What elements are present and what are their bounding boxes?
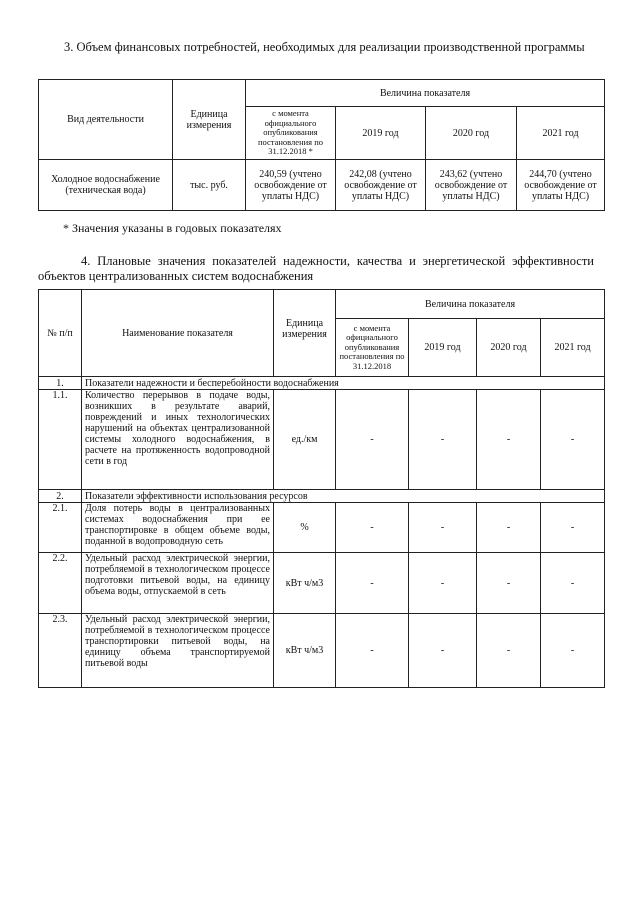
row-2019: - <box>409 503 477 553</box>
row-2021: - <box>541 390 605 490</box>
row-base: - <box>336 390 409 490</box>
col-base-header: с момента официального опубликования постановления по 31.12.2018 * <box>246 107 336 160</box>
col-num-header: № п/п <box>39 290 82 377</box>
row-name: Удельный расход электрической энергии, потребляемой в технологическом процессе подготовки питьевой воды, на единицу объема воды, отпускаемой в сеть <box>82 553 274 614</box>
row-unit: ед./км <box>274 390 336 490</box>
row-2020: - <box>477 553 541 614</box>
row-2020: - <box>477 390 541 490</box>
table-row <box>39 503 605 553</box>
row-base: 240,59 (учтено освобождение от уплаты НДС) <box>246 160 336 211</box>
group-title: Показатели надежности и бесперебойности водоснабжения <box>82 377 605 390</box>
row-num: 2.3. <box>39 614 82 688</box>
section-4-heading: 4. Плановые значения показателей надежности, качества и энергетической эффективности объектов централизованных систем водоснабжения <box>38 254 594 283</box>
col-group-header: Величина показателя <box>246 80 605 107</box>
col-activity-header: Вид деятельности <box>39 80 173 160</box>
row-name: Удельный расход электрической энергии, потребляемой в технологическом процессе транспортировки питьевой воды, на единицу объема транспортируемой питьевой воды <box>82 614 274 688</box>
row-2019: - <box>409 390 477 490</box>
row-2019: - <box>409 614 477 688</box>
row-2020: 243,62 (учтено освобождение от уплаты НДС) <box>426 160 517 211</box>
section-3-heading: 3. Объем финансовых потребностей, необходимых для реализации производственной программы <box>64 40 585 54</box>
table-row <box>39 614 605 688</box>
group-row <box>39 377 605 390</box>
table-row <box>39 160 605 211</box>
col-unit-header: Единица измерения <box>173 80 246 160</box>
col-2020-header: 2020 год <box>426 107 517 160</box>
col-2020-header: 2020 год <box>477 319 541 377</box>
row-name: Количество перерывов в подаче воды, возникших в результате аварий, повреждений и иных технологических нарушений на объектах централизованной системы холодного водоснабжения, в расчете на протяженность водопроводной сети в год <box>82 390 274 490</box>
col-2019-header: 2019 год <box>409 319 477 377</box>
row-unit: кВт ч/м3 <box>274 553 336 614</box>
col-base-header: с момента официального опубликования постановления по 31.12.2018 <box>336 319 409 377</box>
group-title: Показатели эффективности использования ресурсов <box>82 490 605 503</box>
group-row <box>39 490 605 503</box>
col-2021-header: 2021 год <box>517 107 605 160</box>
footnote: * Значения указаны в годовых показателях <box>63 221 282 235</box>
col-2019-header: 2019 год <box>336 107 426 160</box>
table-row <box>39 390 605 490</box>
row-num: 2.1. <box>39 503 82 553</box>
row-base: - <box>336 553 409 614</box>
row-name: Доля потерь воды в централизованных системах водоснабжения при ее транспортировке в общем объеме воды, поданной в водопроводную сеть <box>82 503 274 553</box>
col-2021-header: 2021 год <box>541 319 605 377</box>
row-num: 2.2. <box>39 553 82 614</box>
col-unit-header: Единица измерения <box>274 290 336 377</box>
row-unit: тыс. руб. <box>173 160 246 211</box>
row-2021: - <box>541 503 605 553</box>
row-2020: - <box>477 614 541 688</box>
row-2021: - <box>541 553 605 614</box>
row-unit: % <box>274 503 336 553</box>
group-num: 1. <box>39 377 82 390</box>
row-2021: 244,70 (учтено освобождение от уплаты НДС) <box>517 160 605 211</box>
financial-needs-table <box>38 79 605 211</box>
row-base: - <box>336 614 409 688</box>
row-2019: 242,08 (учтено освобождение от уплаты НДС) <box>336 160 426 211</box>
group-num: 2. <box>39 490 82 503</box>
col-group-header: Величина показателя <box>336 290 605 319</box>
row-activity: Холодное водоснабжение (техническая вода) <box>39 160 173 211</box>
indicators-table <box>38 289 605 688</box>
row-2021: - <box>541 614 605 688</box>
table-row <box>39 553 605 614</box>
row-base: - <box>336 503 409 553</box>
col-name-header: Наименование показателя <box>82 290 274 377</box>
row-2020: - <box>477 503 541 553</box>
row-num: 1.1. <box>39 390 82 490</box>
row-2019: - <box>409 553 477 614</box>
row-unit: кВт ч/м3 <box>274 614 336 688</box>
